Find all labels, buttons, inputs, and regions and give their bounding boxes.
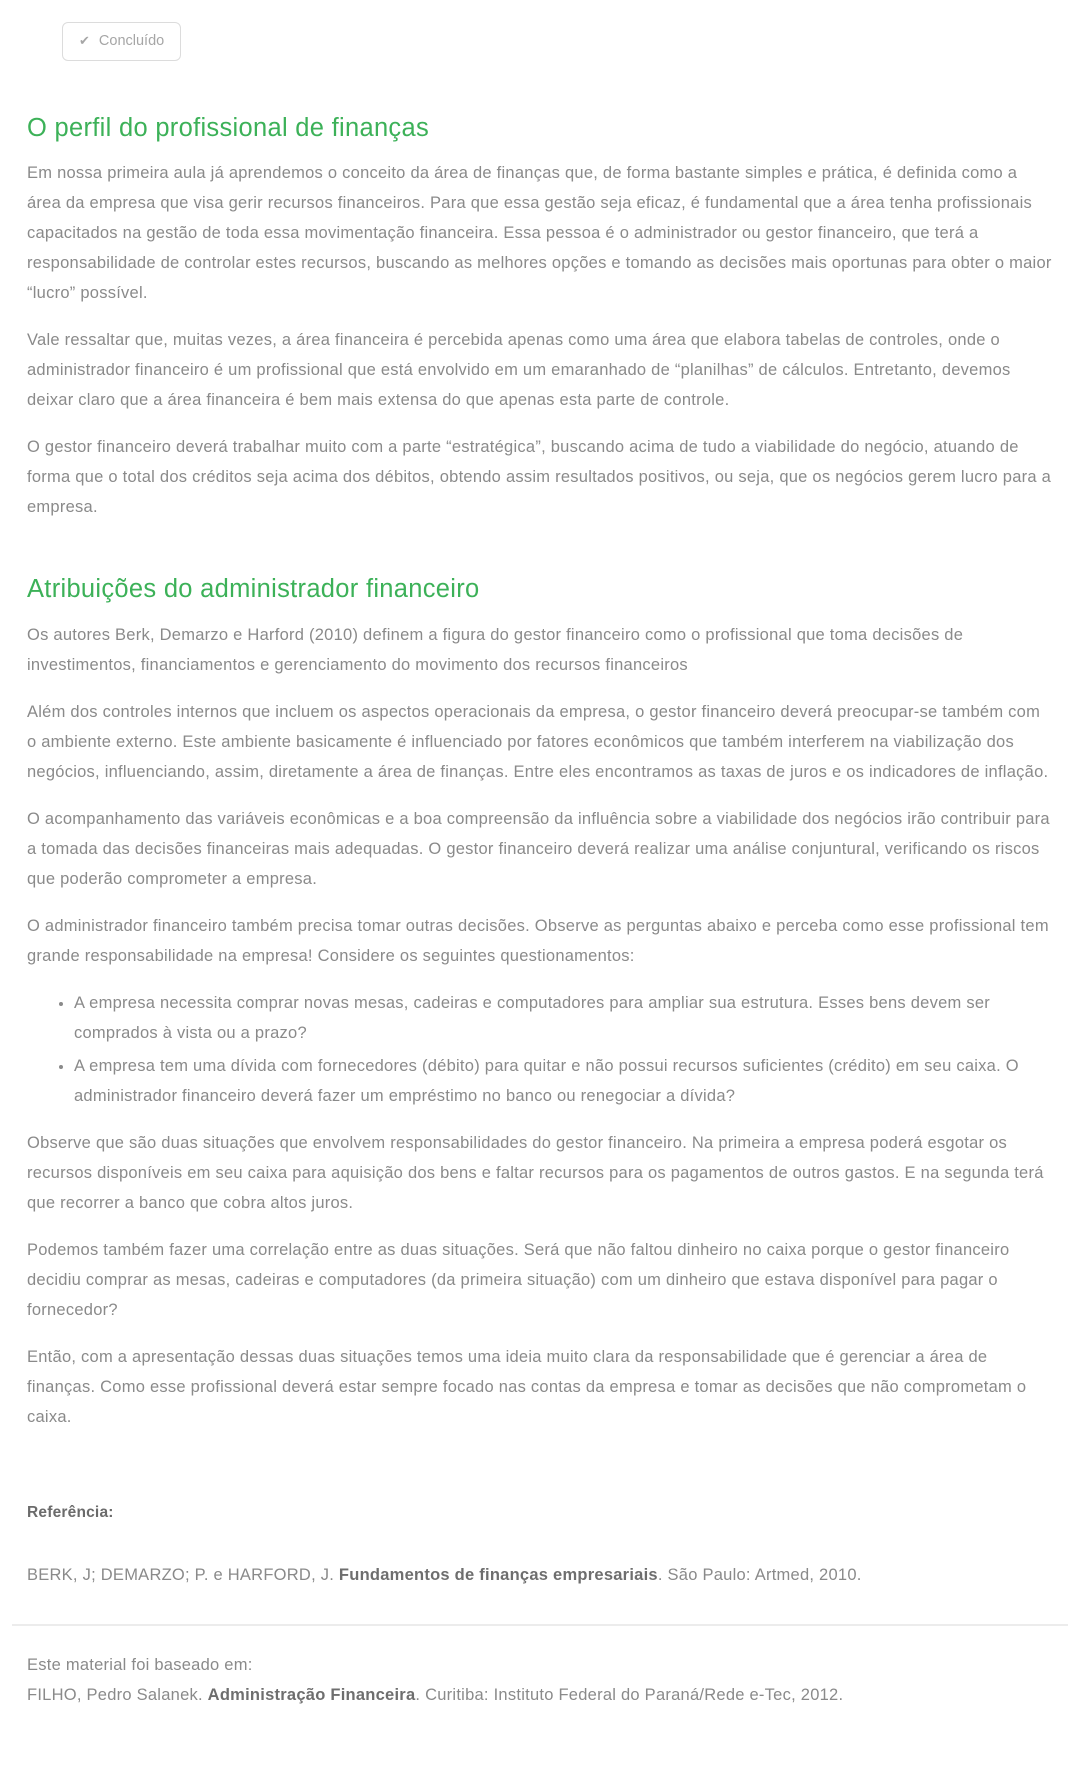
section-atribuicoes-administrador	[27, 574, 1053, 1432]
check-icon	[79, 32, 90, 51]
citation-title: Fundamentos de finanças empresariais	[338, 1566, 658, 1585]
paragraph: Vale ressaltar que, muitas vezes, a área financeira é percebida apenas como uma área que elabora tabelas de controles, onde o administrador financeiro é um profissional que está envolvido em um emaranhado de “planilhas” de cálculos. Entretanto, devemos deixar claro que a área financeira é bem mais extensa do que apenas esta parte de controle.	[27, 331, 1011, 410]
question-list	[27, 988, 1053, 1111]
reference-label: Referência:	[27, 1504, 114, 1522]
paragraph: Observe que são duas situações que envolvem responsabilidades do gestor financeiro. Na primeira a empresa poderá esgotar os recursos disponíveis em seu caixa para aquisição dos bens e faltar recursos para os pagamentos de outros gastos. E na segunda terá que recorrer a banco que cobra altos juros.	[27, 1134, 1044, 1213]
footer-citation-prefix: FILHO, Pedro Salanek.	[27, 1686, 208, 1705]
done-button-label: Concluído	[98, 33, 165, 49]
paragraph: Então, com a apresentação dessas duas situações temos uma ideia muito clara da responsabilidade que é gerenciar a área de finanças. Como esse profissional deverá estar sempre focado nas contas da empresa e tomar as decisões que não comprometam o caixa.	[27, 1348, 1027, 1427]
footer-citation-title: Administração Financeira	[207, 1686, 416, 1705]
section-heading: O perfil do profissional de finanças	[27, 113, 430, 142]
paragraph: O gestor financeiro deverá trabalhar muito com a parte “estratégica”, buscando acima de tudo a viabilidade do negócio, atuando de forma que o total dos créditos seja acima dos débitos, obtendo assim resultados positivos, ou seja, que os negócios gerem lucro para a empresa.	[27, 438, 1052, 517]
paragraph: O administrador financeiro também precisa tomar outras decisões. Observe as perguntas abaixo e perceba como esse profissional tem grande responsabilidade na empresa! Considere os seguintes questionamentos:	[27, 917, 1049, 966]
toolbar	[62, 22, 1053, 61]
paragraph: Em nossa primeira aula já aprendemos o conceito da área de finanças que, de forma bastante simples e prática, é definida como a área da empresa que visa gerir recursos financeiros. Para que essa gestão seja eficaz, é fundamental que a área tenha profissionais capacitados na gestão de toda essa movimentação financeira. Essa pessoa é o administrador ou gestor financeiro, que terá a responsabilidade de controlar estes recursos, buscando as melhores opções e tomando as decisões mais oportunas para obter o maior “lucro” possível.	[27, 164, 1052, 303]
citation-prefix: BERK, J; DEMARZO; P. e HARFORD, J.	[27, 1566, 339, 1585]
section-heading: Atribuições do administrador financeiro	[27, 575, 480, 604]
reference-block	[27, 1504, 1053, 1590]
paragraph: Os autores Berk, Demarzo e Harford (2010) definem a figura do gestor financeiro como o profissional que toma decisões de investimentos, financiamentos e gerenciamento do movimento dos recursos financeiros	[27, 626, 964, 675]
paragraph: Além dos controles internos que incluem os aspectos operacionais da empresa, o gestor financeiro deverá preocupar-se também com o ambiente externo. Este ambiente basicamente é influenciado por fatores econômicos que também interferem na viabilização dos negócios, influenciando, assim, diretamente a área de finanças. Entre eles encontramos as taxas de juros e os indicadores de inflação.	[27, 703, 1049, 782]
footer-citation-suffix: . Curitiba: Instituto Federal do Paraná/Rede e-Tec, 2012.	[415, 1686, 844, 1705]
reference-citation	[27, 1560, 1053, 1590]
section-divider	[12, 1624, 1068, 1626]
citation-suffix: . São Paulo: Artmed, 2010.	[657, 1566, 862, 1585]
footer-citation	[27, 1680, 1053, 1710]
list-item: • A empresa tem uma dívida com fornecedores (débito) para quitar e não possui recursos suficientes (crédito) em seu caixa. O administrador financeiro deverá fazer um empréstimo no banco ou renegociar a dívida?	[74, 1051, 1053, 1111]
done-button[interactable]	[62, 22, 181, 61]
footer-source-block	[27, 1650, 1053, 1710]
list-item: • A empresa necessita comprar novas mesas, cadeiras e computadores para ampliar sua estrutura. Esses bens devem ser comprados à vista ou a prazo?	[74, 988, 1053, 1048]
paragraph: Podemos também fazer uma correlação entre as duas situações. Será que não faltou dinheiro no caixa porque o gestor financeiro decidiu comprar as mesas, cadeiras e computadores (da primeira situação) com um dinheiro que estava disponível para pagar o fornecedor?	[27, 1241, 1010, 1320]
paragraph: O acompanhamento das variáveis econômicas e a boa compreensão da influência sobre a viabilidade dos negócios irão contribuir para a tomada das decisões financeiras mais adequadas. O gestor financeiro deverá realizar uma análise conjuntural, verificando os riscos que poderão comprometer a empresa.	[27, 810, 1050, 889]
footer-intro: Este material foi baseado em:	[27, 1656, 253, 1675]
section-perfil-profissional	[27, 113, 1053, 523]
